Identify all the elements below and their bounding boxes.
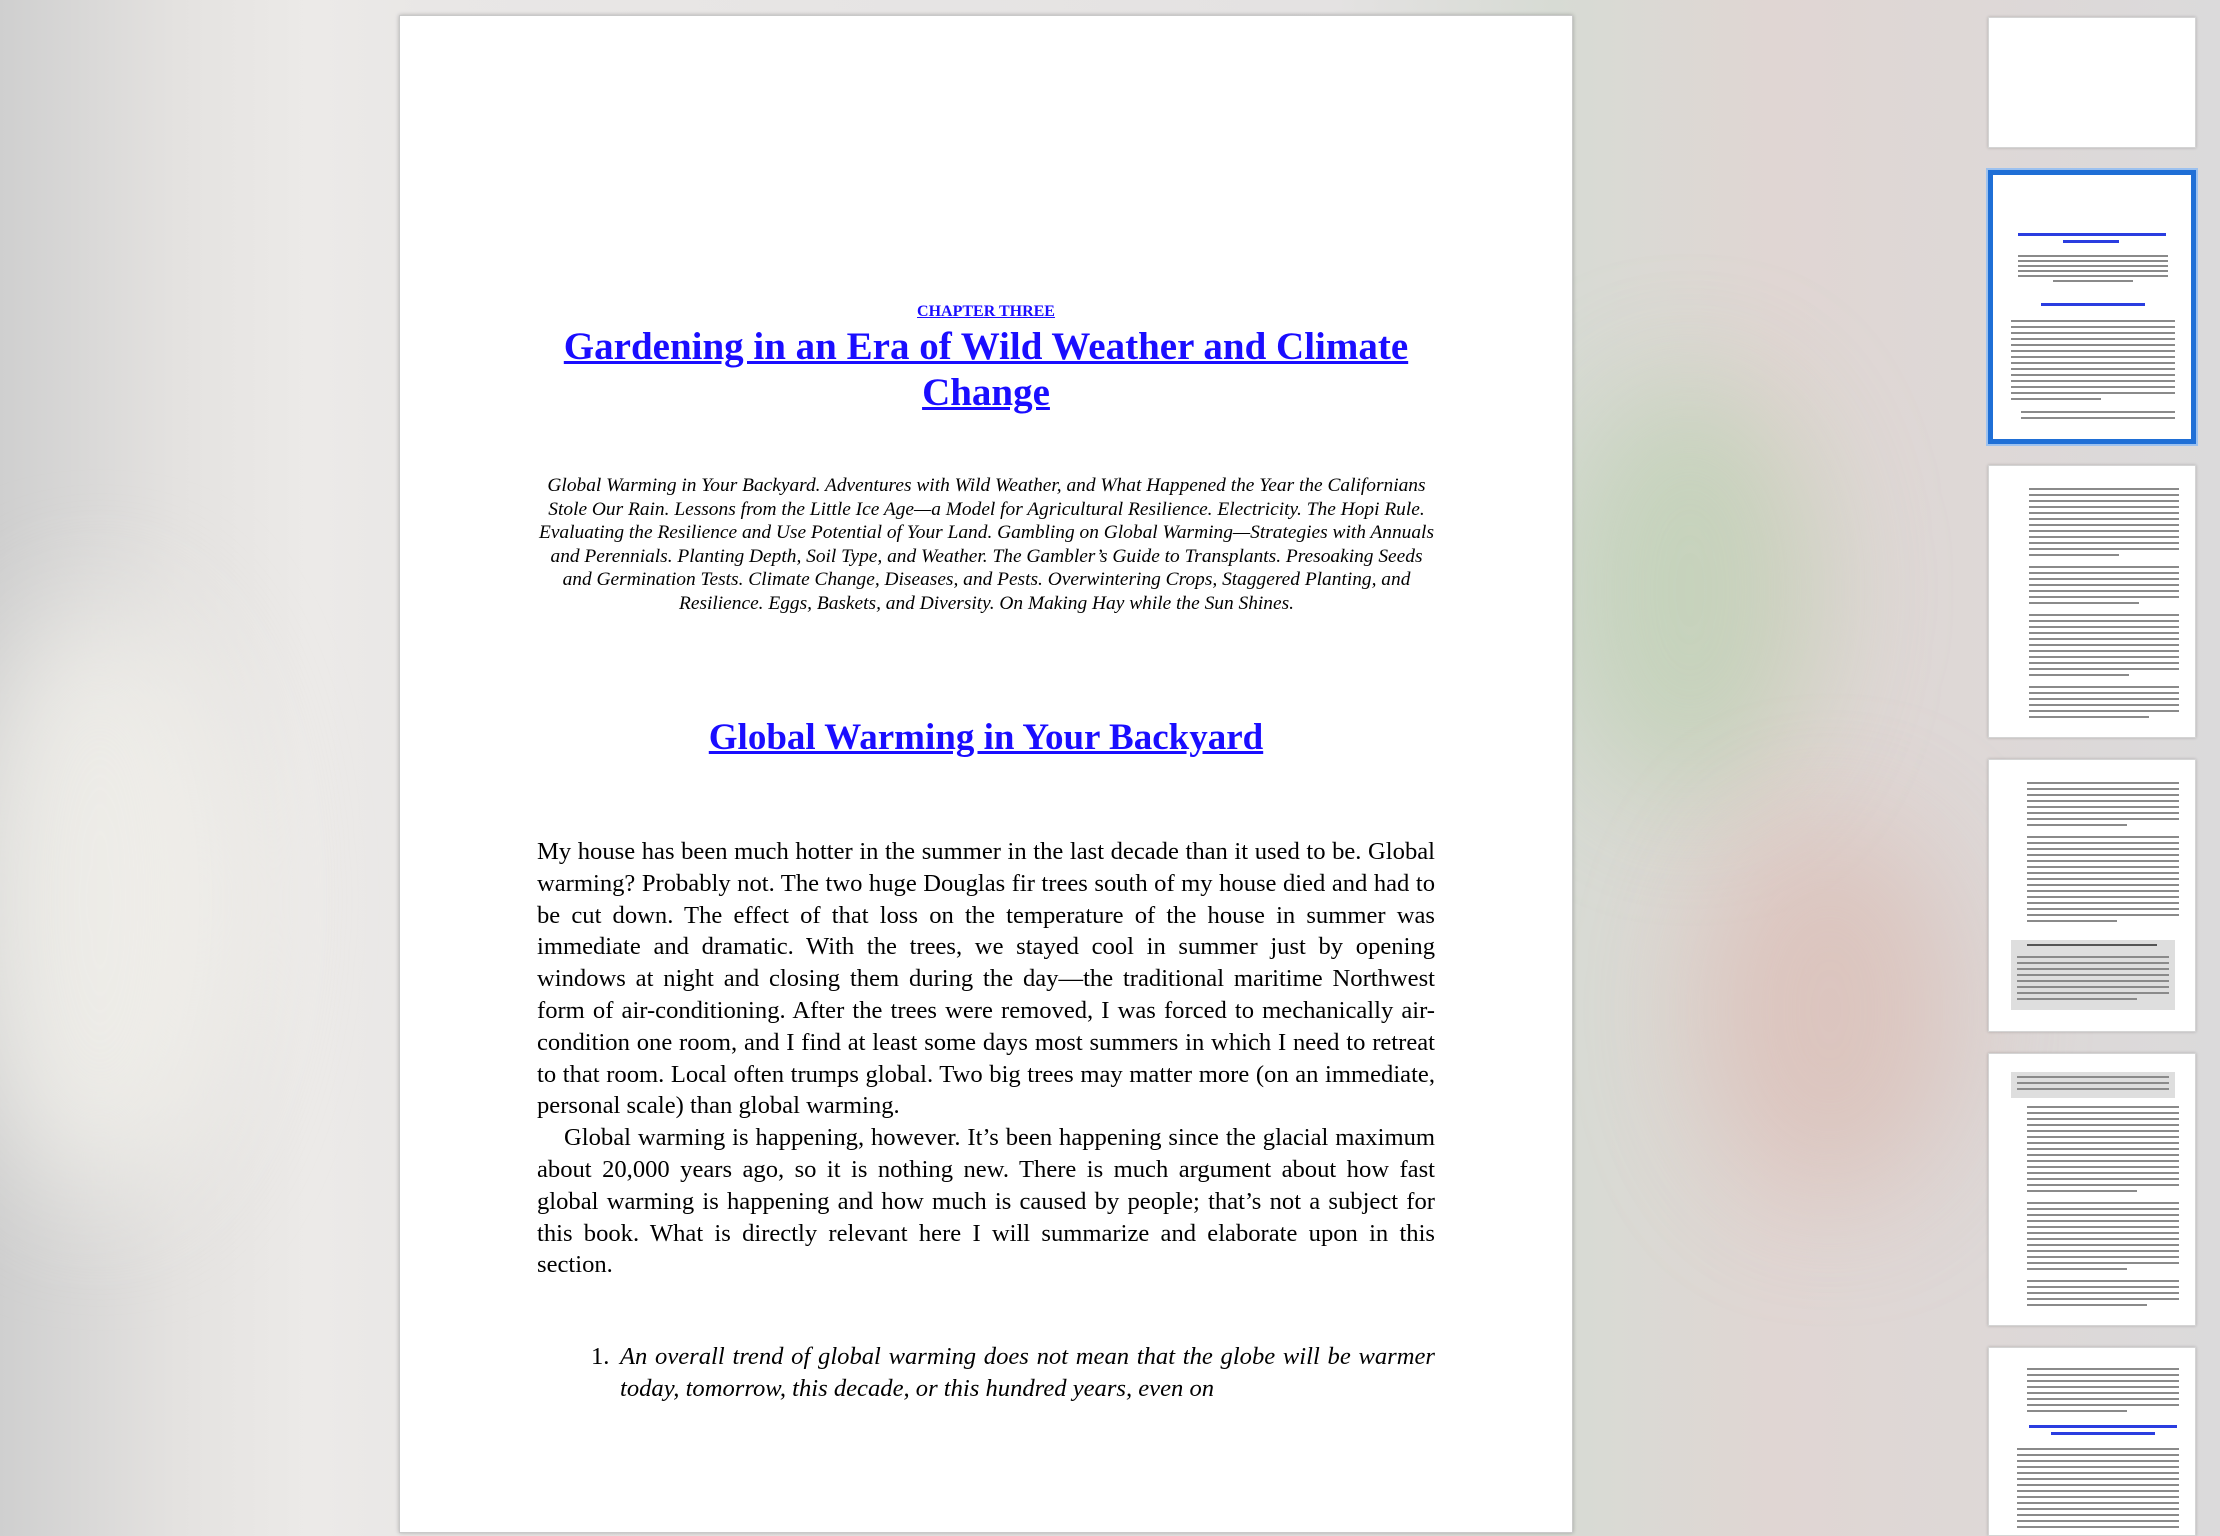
page-thumbnail-2[interactable] bbox=[1988, 170, 2196, 444]
page-thumbnail-6[interactable] bbox=[1988, 1347, 2196, 1536]
page-thumbnail-4[interactable] bbox=[1988, 759, 2196, 1032]
page-thumbnail-3[interactable] bbox=[1988, 465, 2196, 738]
thumb-section-line bbox=[2041, 303, 2145, 306]
body-text bbox=[537, 836, 1435, 1281]
chapter-summary: Global Warming in Your Backyard. Adventures with Wild Weather, and What Happened the Year the Californians Stole Our Rain. Lessons from the Little Ice Age—a Model for Agricultural Resilience. Electricity. The Hopi Rule. Evaluating the Resilience and Use Potential of Your Land. Gambling on Global Warming—Strategies with Annuals and Perennials. Planting Depth, Soil Type, and Weather. The Gambler’s Guide to Transplants. Presoaking Seeds and Germination Tests. Climate Change, Diseases, and Pests. Overwintering Crops, Staggered Planting, and Resilience. Eggs, Baskets, and Diversity. On Making Hay while the Sun Shines. bbox=[538, 475, 1434, 614]
list-item-number: 1. bbox=[591, 1343, 610, 1370]
list-item-text: An overall trend of global warming does not mean that the globe will be warmer today, tomorrow, this decade, or this hundred years, even on bbox=[620, 1343, 1435, 1402]
document-page[interactable] bbox=[399, 15, 1573, 1533]
paragraph: Global warming is happening, however. It’s been happening since the glacial maximum about 20,000 years ago, so it is nothing new. There is much argument about how fast global warming is happening and how much is caused by people; that’s not a subject for this book. What is directly relevant here I will summarize and elaborate upon in this section. bbox=[537, 1124, 1435, 1279]
thumb-title-line bbox=[2018, 233, 2166, 236]
section-title[interactable] bbox=[400, 716, 1572, 759]
thumb-title-line bbox=[2063, 240, 2119, 243]
thumb-title-line bbox=[2051, 1432, 2155, 1435]
thumbnail-sidebar bbox=[1985, 0, 2220, 1536]
list-item bbox=[537, 1341, 1435, 1405]
thumb-title-line bbox=[2029, 1425, 2177, 1428]
section-title-link[interactable]: Global Warming in Your Backyard bbox=[708, 717, 1264, 758]
paragraph: My house has been much hotter in the summer in the last decade than it used to be. Global warming? Probably not. The two huge Douglas fir trees south of my house died and had to be cut down. The effect of that loss on the temperature of the house in summer was immediate and dramatic. With the trees, we stayed cool in summer just by opening windows at night and closing them during the day—the traditional maritime Northwest form of air-conditioning. After the trees were removed, I was forced to mechanically air-condition one room, and I find at least some days most summers in which I need to retreat to that room. Local often trumps global. Two big trees may matter more (on an immediate, personal scale) than global warming. bbox=[537, 838, 1435, 1120]
page-thumbnail-1[interactable] bbox=[1988, 17, 2196, 148]
chapter-title[interactable] bbox=[520, 324, 1452, 416]
chapter-title-link[interactable]: Gardening in an Era of Wild Weather and Climate Change bbox=[563, 325, 1409, 414]
numbered-list bbox=[537, 1341, 1435, 1405]
chapter-label[interactable] bbox=[400, 303, 1572, 321]
chapter-label-link[interactable]: CHAPTER THREE bbox=[917, 303, 1055, 320]
page-thumbnail-5[interactable] bbox=[1988, 1053, 2196, 1326]
